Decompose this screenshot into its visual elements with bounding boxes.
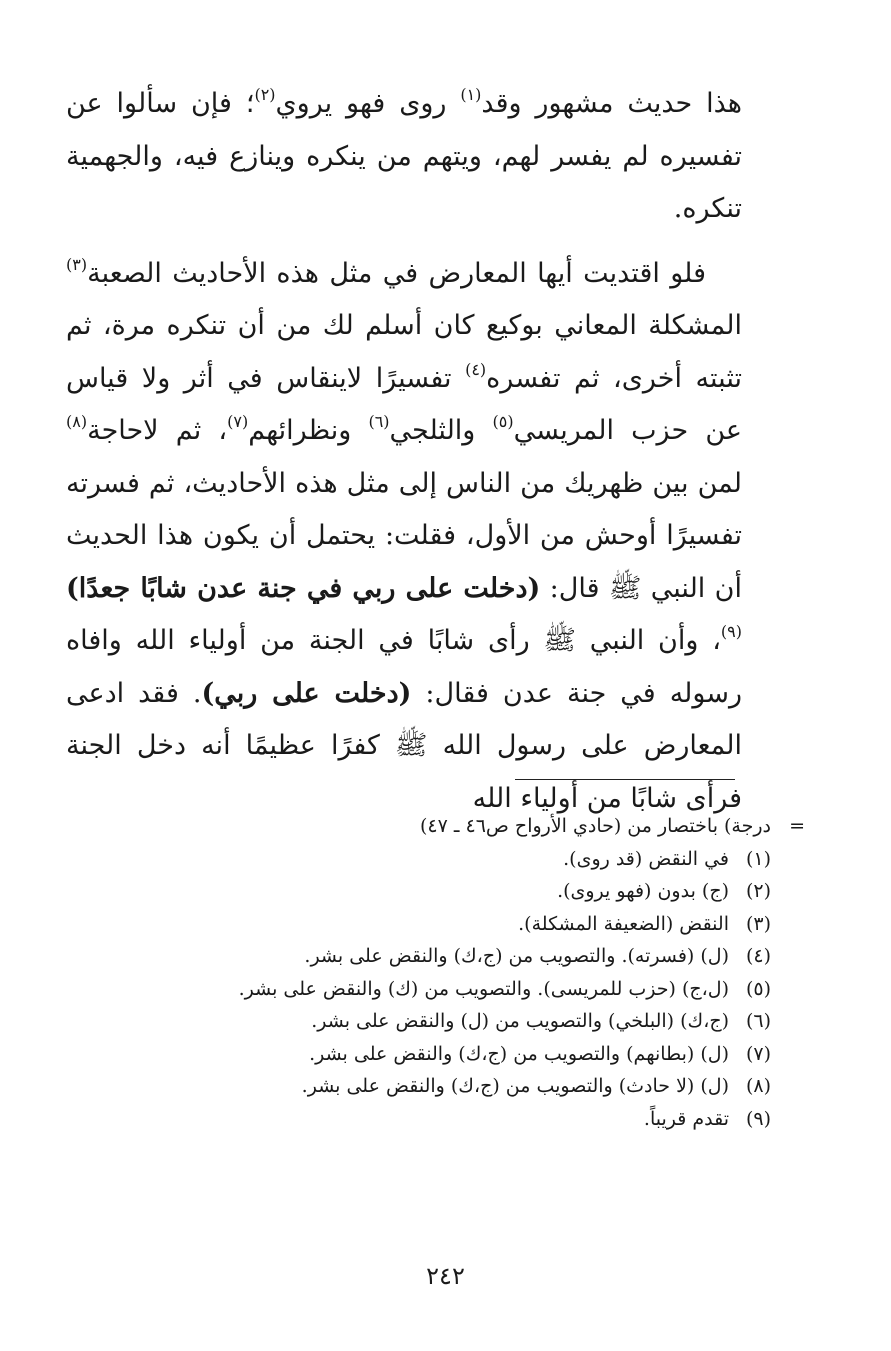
footnote-text: (ل) (فسرته). والتصويب من (ج،ك) والنقض على بشر. — [304, 945, 729, 967]
page-number: ٢٤٢ — [426, 1262, 465, 1290]
footnote-item — [151, 843, 771, 876]
text-segment: روى فهو يروي — [275, 88, 461, 119]
footnote-item — [151, 1038, 771, 1071]
text-segment: ؛ فإن سألوا عن تفسيره لم يفسر لهم، ويتهم من ينكره وينازع فيه، والجهمية تنكره. — [66, 88, 742, 224]
footnote-item — [151, 1103, 771, 1136]
footnotes — [151, 810, 805, 1135]
footnote-continuation — [151, 810, 805, 843]
footnote-number: (٤) — [745, 945, 771, 967]
footnote-divider — [515, 779, 735, 780]
footnote-text: (ل) (بطانهم) والتصويب من (ج،ك) والنقض على بشر. — [309, 1042, 729, 1065]
footnote-number: (١) — [745, 847, 771, 870]
text-segment: فلو اقتديت أيها المعارض في مثل هذه الأحاديث الصعبة — [87, 257, 706, 289]
footnote-number: (٥) — [745, 977, 771, 1000]
text-segment: والثلجي — [389, 415, 493, 446]
footnote-number: (٦) — [745, 1010, 771, 1032]
footnote-number: (٩) — [745, 1107, 771, 1130]
text-segment: ، وأن النبي ﷺ رأى شابًا في الجنة من أولياء الله وافاه رسوله في جنة عدن فقال: — [66, 625, 743, 709]
footnote-number: (٧) — [745, 1042, 771, 1065]
footnote-text: درجة) باختصار من (حادي الأرواح ص٤٦ ـ ٤٧) — [420, 815, 771, 837]
paragraph-2 — [66, 248, 742, 826]
footnote-item — [151, 973, 771, 1006]
footnote-item — [151, 908, 771, 941]
footnote-ref-8[interactable]: (٨) — [66, 412, 88, 431]
text-segment: ، ثم لاحاجة — [87, 415, 228, 446]
footnote-ref-4[interactable]: (٤) — [465, 359, 487, 379]
footnote-number: (٨) — [745, 1075, 771, 1097]
footnote-ref-9[interactable]: (٩) — [720, 622, 742, 641]
footnote-ref-6[interactable]: (٦) — [368, 412, 390, 431]
footnote-number: (٣) — [745, 912, 771, 935]
footnote-ref-2[interactable]: (٢) — [254, 85, 276, 104]
footnote-item — [151, 1070, 771, 1103]
footnote-ref-7[interactable]: (٧) — [227, 412, 249, 431]
text-segment: هذا حديث مشهور وقد — [481, 88, 743, 119]
text-segment: لمن بين ظهريك من الناس إلى مثل هذه الأحاديث، ثم فسرته تفسيرًا أوحش من الأول، فقلت: يحتمل أن يكون هذا الحديث أن النبي ﷺ قال: — [66, 467, 742, 604]
footnote-text: (ل،ج) (حزب للمريسى). والتصويب من (ك) والنقض على بشر. — [238, 977, 729, 1000]
footnote-ref-3[interactable]: (٣) — [66, 254, 88, 274]
text-segment: ونظرائهم — [248, 415, 369, 446]
hadith-quote-1: (دخلت على ربي في جنة عدن شابًا جعدًا) — [66, 572, 541, 604]
footnote-item — [151, 940, 771, 973]
footnote-ref-1[interactable]: (١) — [460, 85, 482, 104]
footnote-text: النقض (الضعيفة المشكلة). — [518, 912, 729, 935]
footnote-text: في النقض (قد روى). — [563, 847, 729, 870]
text-segment: . فقد ادعى المعارض على رسول الله ﷺ كفرًا عظيمًا أنه دخل الجنة فرأى شابًا من أولياء الله — [66, 677, 742, 814]
footnote-text: تقدم قريباً. — [643, 1107, 729, 1130]
text-segment: المشكلة المعاني بوكيع كان أسلم لك من أن تنكره مرة، ثم تثبته أخرى، ثم تفسره — [66, 310, 742, 394]
footnote-item — [151, 875, 771, 908]
footnote-item — [151, 1005, 771, 1038]
footnote-text: (ل) (لا حادث) والتصويب من (ج،ك) والنقض على بشر. — [301, 1075, 729, 1097]
footnote-text: (ج) بدون (فهو يروى). — [557, 880, 729, 902]
footnote-number: (٢) — [745, 880, 771, 902]
continuation-marker: = — [789, 815, 805, 837]
footnote-ref-5[interactable]: (٥) — [492, 412, 514, 431]
main-text — [66, 78, 742, 825]
paragraph-1 — [66, 78, 742, 236]
footnote-text: (ج،ك) (البلخي) والتصويب من (ل) والنقض على بشر. — [311, 1010, 729, 1032]
text-segment: تفسيرًا لاينقاس في أثر ولا قياس عن حزب المريسي — [66, 362, 742, 446]
hadith-quote-2: (دخلت على ربي) — [201, 677, 412, 709]
